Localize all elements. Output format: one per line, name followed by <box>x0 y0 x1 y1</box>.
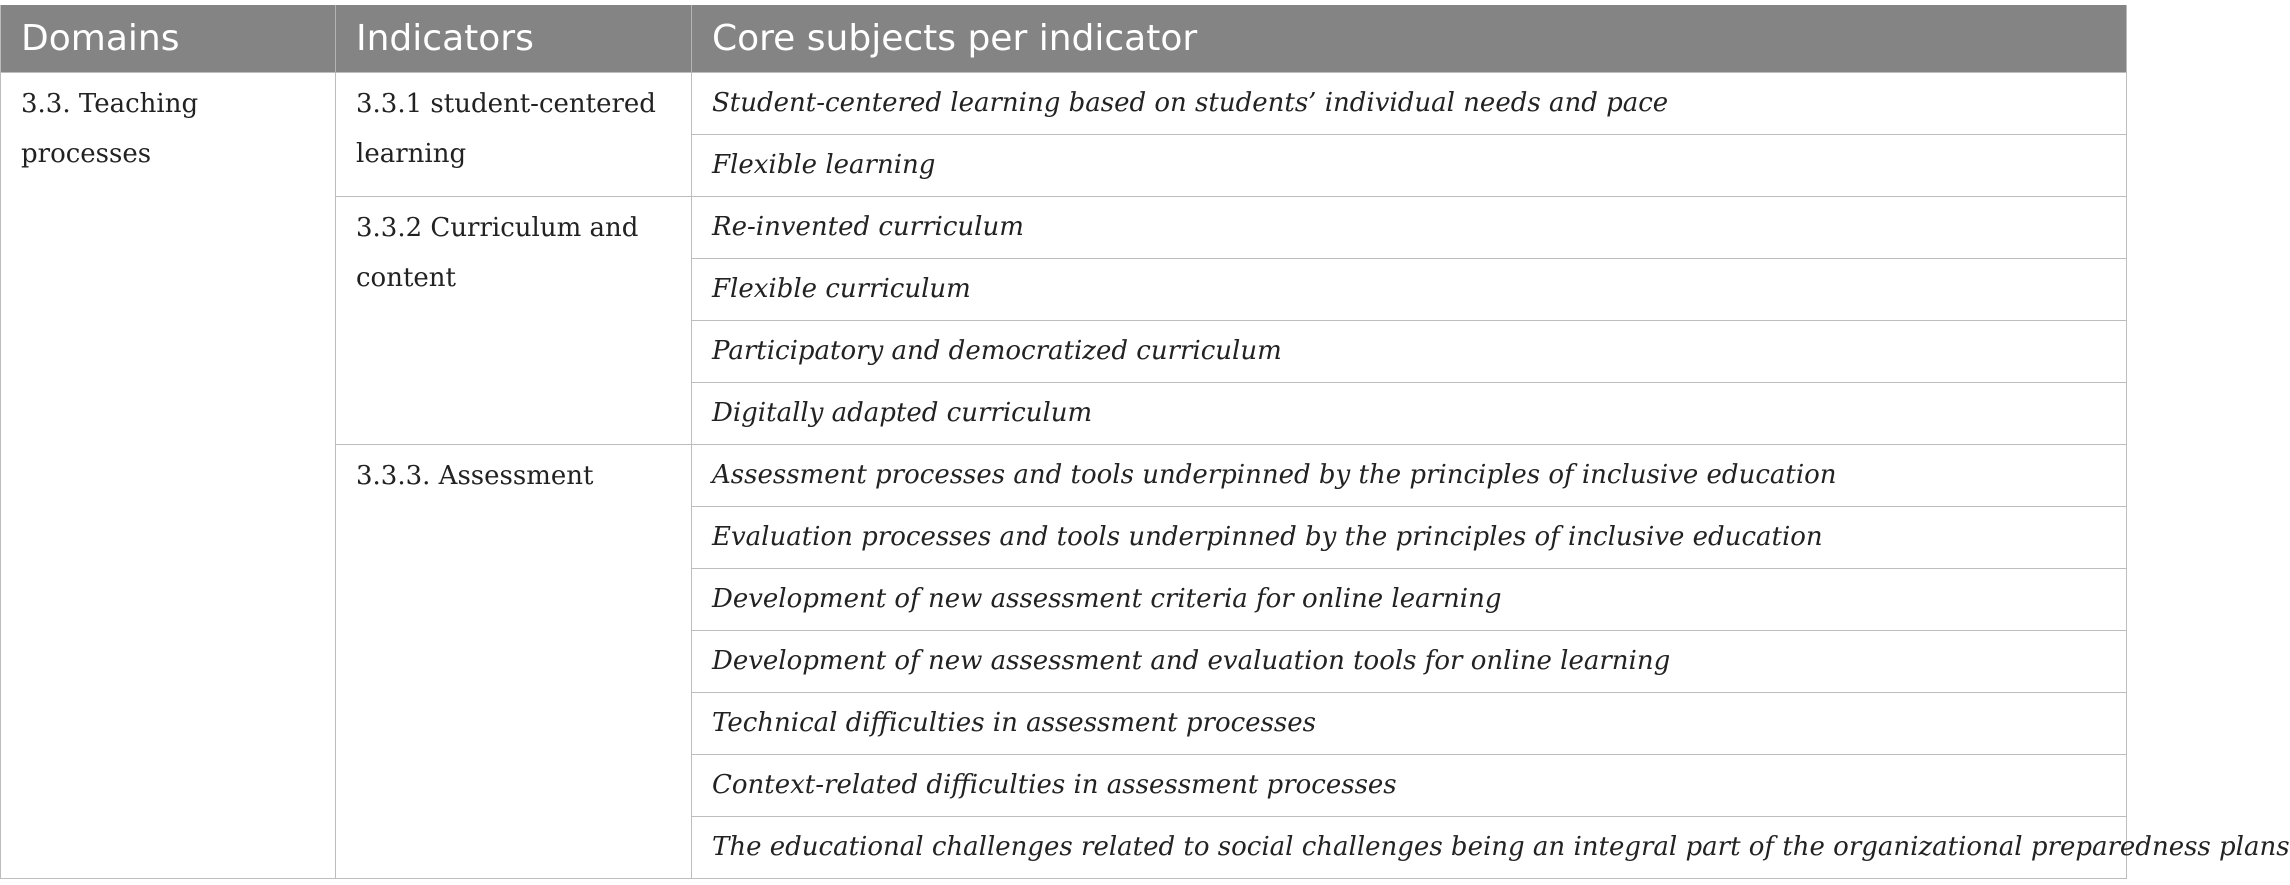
subject-cell: Flexible learning <box>692 134 2127 196</box>
subject-cell: Technical difficulties in assessment processes <box>692 692 2127 754</box>
indicators-table <box>0 5 2290 879</box>
header-domains: Domains <box>1 5 336 72</box>
subject-cell: Context-related difficulties in assessment processes <box>692 754 2127 816</box>
header-indicators: Indicators <box>336 5 692 72</box>
indicator-cell-3-3-3: 3.3.3. Assessment <box>336 444 692 878</box>
indicator-cell-3-3-2: 3.3.2 Curriculum and content <box>336 196 692 444</box>
subject-cell: Development of new assessment criteria for online learning <box>692 568 2127 630</box>
table-header <box>1 5 2127 72</box>
indicator-cell-3-3-1: 3.3.1 student-centered learning <box>336 72 692 196</box>
subject-cell: Digitally adapted curriculum <box>692 382 2127 444</box>
subject-cell: Evaluation processes and tools underpinned by the principles of inclusive education <box>692 506 2127 568</box>
table-body <box>1 72 2290 878</box>
subject-cell: Student-centered learning based on students’ individual needs and pace <box>692 72 2127 134</box>
subject-cell: Flexible curriculum <box>692 258 2127 320</box>
subject-cell: Participatory and democratized curriculum <box>692 320 2127 382</box>
header-row <box>1 5 2127 72</box>
table-row <box>1 72 2127 134</box>
subject-cell: Assessment processes and tools underpinned by the principles of inclusive education <box>692 444 2127 506</box>
subject-cell: The educational challenges related to social challenges being an integral part of the organizational preparedness plans <box>692 816 2127 878</box>
domain-cell: 3.3. Teaching processes <box>1 72 336 878</box>
subject-cell: Re-invented curriculum <box>692 196 2127 258</box>
header-core-subjects: Core subjects per indicator <box>692 5 2127 72</box>
subject-cell: Development of new assessment and evaluation tools for online learning <box>692 630 2127 692</box>
